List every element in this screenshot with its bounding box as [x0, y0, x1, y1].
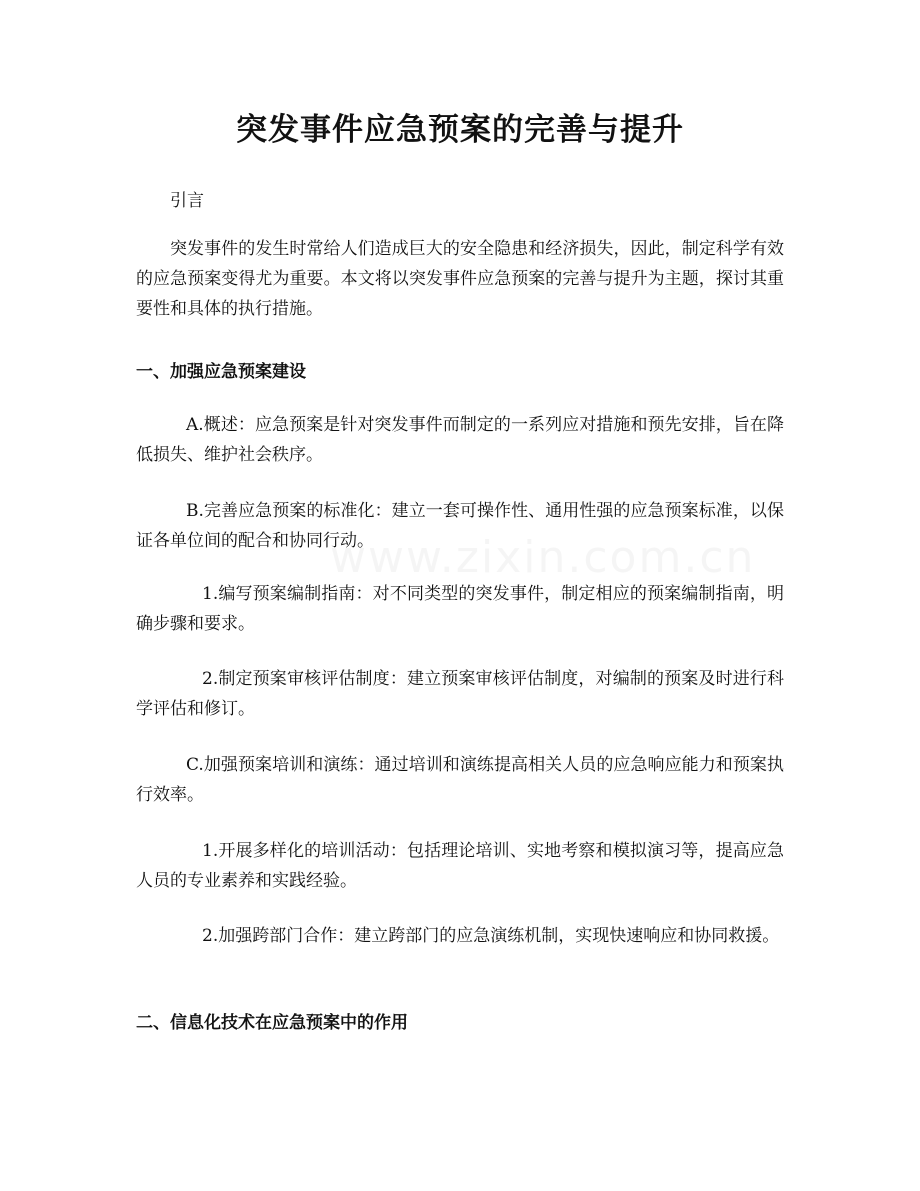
section-1-item-c: C.加强预案培训和演练：通过培训和演练提高相关人员的应急响应能力和预案执行效率。	[136, 755, 784, 805]
section-1-item-b2: 2.制定预案审核评估制度：建立预案审核评估制度，对编制的预案及时进行科学评估和修订。	[136, 669, 784, 719]
section-heading-2: 二、信息化技术在应急预案中的作用	[136, 1013, 408, 1033]
section-heading-1: 一、加强应急预案建设	[136, 362, 306, 382]
watermark: www.zixin.com.cn	[330, 532, 756, 583]
document-title: 突发事件应急预案的完善与提升	[236, 112, 684, 148]
intro-paragraph: 突发事件的发生时常给人们造成巨大的安全隐患和经济损失，因此，制定科学有效的应急预案变得尤为重要。本文将以突发事件应急预案的完善与提升为主题，探讨其重要性和具体的执行措施。	[136, 239, 784, 319]
section-1-item-b1: 1.编写预案编制指南：对不同类型的突发事件，制定相应的预案编制指南，明确步骤和要求。	[136, 584, 784, 634]
section-1-item-a: A.概述：应急预案是针对突发事件而制定的一系列应对措施和预先安排，旨在降低损失、维护社会秩序。	[136, 415, 784, 465]
section-1-item-b: B.完善应急预案的标准化：建立一套可操作性、通用性强的应急预案标准，以保证各单位间的配合和协同行动。	[136, 501, 784, 551]
intro-label: 引言	[170, 191, 204, 211]
section-1-item-c2: 2.加强跨部门合作：建立跨部门的应急演练机制，实现快速响应和协同救援。	[202, 926, 780, 946]
section-1-item-c1: 1.开展多样化的培训活动：包括理论培训、实地考察和模拟演习等，提高应急人员的专业素养和实践经验。	[136, 841, 784, 891]
